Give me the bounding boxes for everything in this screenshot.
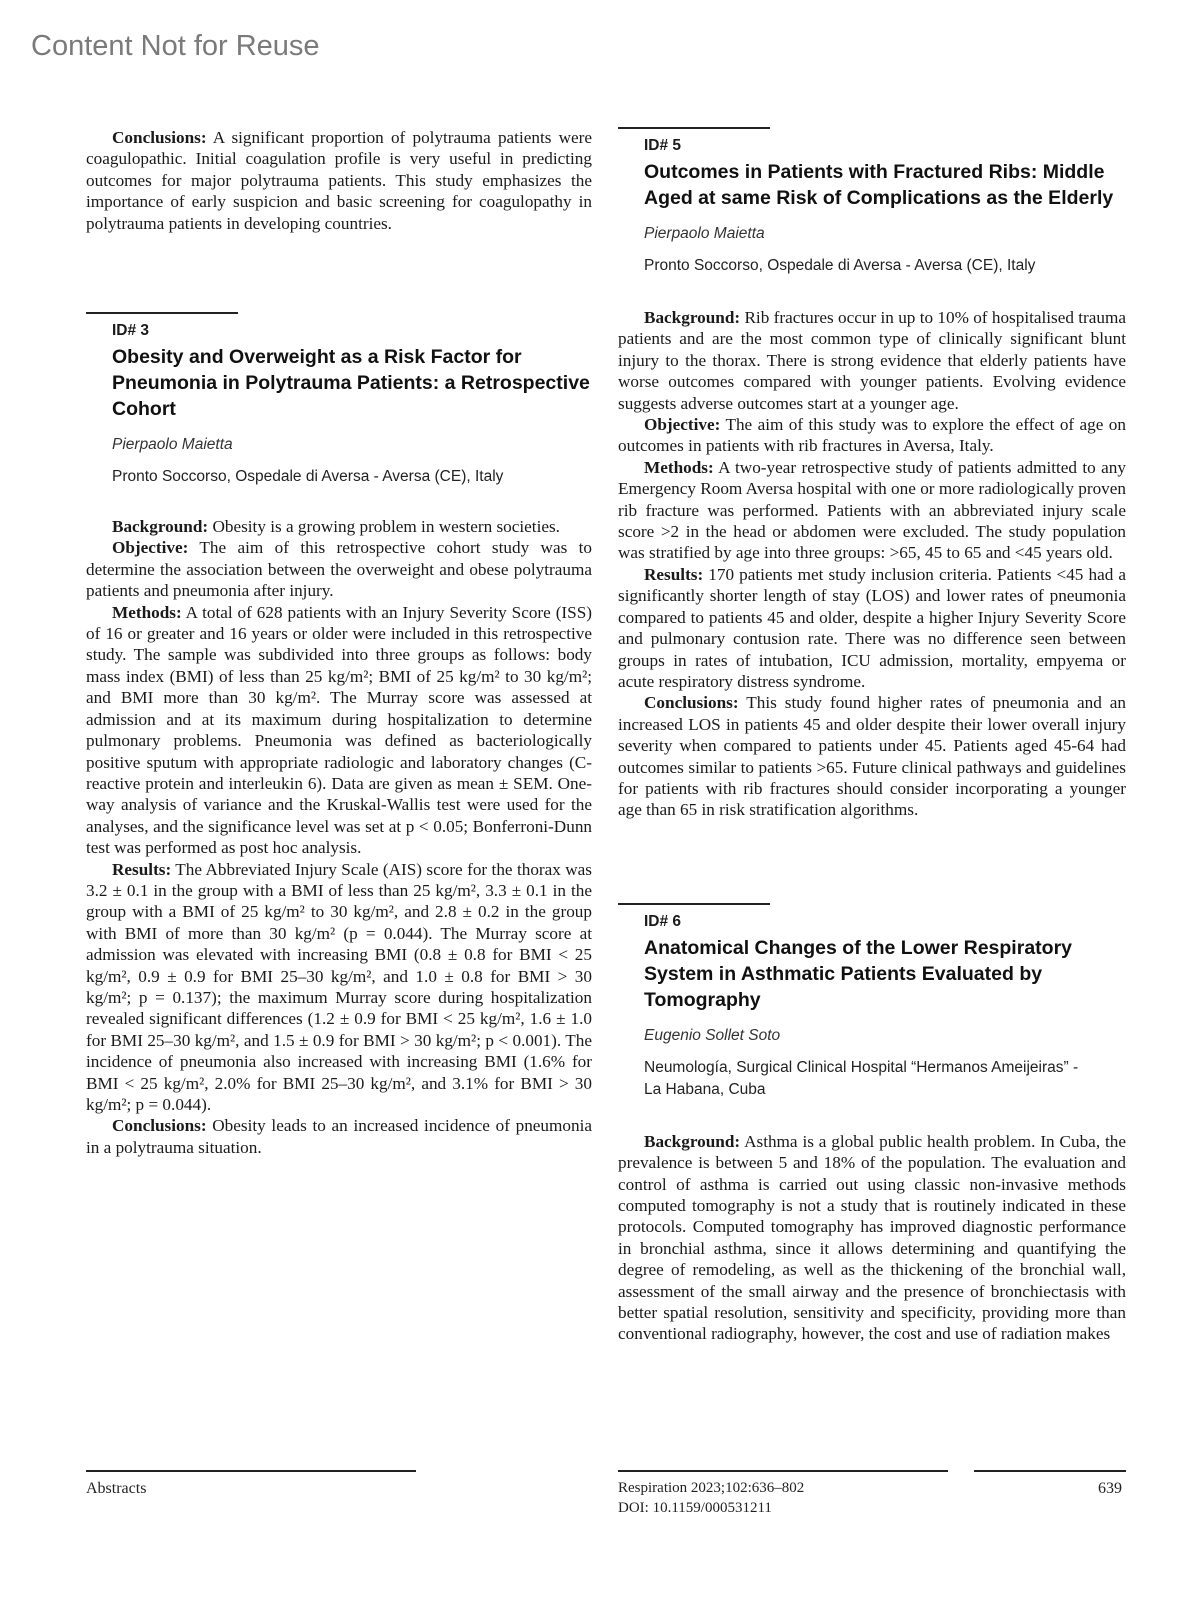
objective-text: The aim of this retrospective cohort study was to determine the association between the overweight and obese polytrauma patients and pneumonia after injury. — [86, 538, 592, 601]
results-text: 170 patients met study inclusion criteria. Patients <45 had a significantly shorter length of stay (LOS) and lower rates of pneumonia compared to patients 45 and older, despite a higher Injury Severity Score and pulmonary contusion rate. There was no difference seen between groups in rates of intubation, ICU admission, mortality, empyema or acute respiratory distress syndrome. — [618, 564, 1126, 691]
conclusions-paragraph — [618, 692, 1126, 820]
watermark: Content Not for Reuse — [31, 30, 320, 62]
methods-paragraph — [86, 602, 592, 859]
objective-label: Objective: — [644, 415, 721, 435]
background-paragraph — [618, 1131, 1126, 1345]
objective-paragraph — [618, 414, 1126, 457]
footer-section: Abstracts — [86, 1480, 147, 1497]
abstract-title: Obesity and Overweight as a Risk Factor for Pneumonia in Polytrauma Patients: a Retrospective Cohort — [112, 346, 590, 421]
methods-paragraph — [618, 457, 1126, 564]
abstract-author: Eugenio Sollet Soto — [644, 1026, 781, 1044]
methods-label: Methods: — [112, 602, 182, 622]
section-rule — [86, 312, 238, 314]
objective-paragraph — [86, 537, 592, 601]
abstract-5 — [618, 127, 1126, 821]
section-rule — [618, 127, 770, 129]
abstract-affiliation — [644, 1057, 1126, 1101]
objective-text: The aim of this study was to explore the effect of age on outcomes in patients with rib fractures in Aversa, Italy. — [618, 415, 1126, 456]
background-label: Background: — [644, 308, 741, 327]
page-number: 639 — [1098, 1480, 1122, 1497]
abstract-6 — [618, 903, 1126, 1345]
abstract-id: ID# 3 — [112, 322, 150, 340]
affiliation-line: La Habana, Cuba — [644, 1080, 766, 1098]
section-rule — [618, 903, 770, 905]
background-text: Obesity is a growing problem in western societies. — [208, 517, 560, 537]
abstract-title: Outcomes in Patients with Fractured Ribs: Middle Aged at same Risk of Complications as the Elderly — [644, 161, 1114, 209]
abstract-author: Pierpaolo Maietta — [644, 225, 765, 242]
footer-journal: Respiration 2023;102:636–802 — [618, 1480, 805, 1496]
left-column — [86, 127, 592, 1158]
abstract-id: ID# 6 — [644, 912, 682, 930]
abstract-author: Pierpaolo Maietta — [112, 436, 233, 454]
footer-doi: DOI: 10.1159/000531211 — [618, 1500, 772, 1516]
background-paragraph — [618, 307, 1126, 414]
right-column — [618, 127, 1126, 1345]
top-conclusion-paragraph — [86, 127, 592, 234]
abstract-title: Anatomical Changes of the Lower Respiratory System in Asthmatic Patients Evaluated by Tomography — [644, 936, 1073, 1011]
background-text: Asthma is a global public health problem. In Cuba, the prevalence is between 5 and 18% of the population. The evaluation and control of asthma is carried out using classic non-invasive methods computed tomography is not a study that is routinely indicated in these protocols. Computed tomography has improved diagnostic performance in bronchial asthma, since it allows determining and quantifying the degree of remodeling, as well as the thickening of the bronchial wall, assessment of the small airway and the presence of bronchiectasis with better spatial resolution, sensitivity and specificity, providing more than conventional radiography, however, the cost and use of radiation makes — [618, 1131, 1126, 1344]
conclusions-text: This study found higher rates of pneumonia and an increased LOS in patients 45 and older despite their lower overall injury severity when compared to patients under 45. Patients aged 45-64 had outcomes similar to patients >65. Future clinical pathways and guidelines for patients with rib fractures should consider incorporating a younger age than 65 in risk stratification algorithms. — [618, 693, 1126, 820]
results-paragraph — [618, 564, 1126, 692]
abstract-affiliation: Pronto Soccorso, Ospedale di Aversa - Aversa (CE), Italy — [112, 468, 504, 486]
footer-rule-right — [974, 1470, 1126, 1472]
results-label: Results: — [644, 564, 704, 584]
top-conclusion-label: Conclusions: — [112, 128, 207, 147]
background-label: Background: — [644, 1131, 741, 1151]
conclusions-text: Obesity leads to an increased incidence of pneumonia in a polytrauma situation. — [86, 1116, 592, 1157]
methods-label: Methods: — [644, 457, 714, 477]
objective-label: Objective: — [112, 538, 189, 558]
background-paragraph — [86, 516, 592, 537]
results-text: The Abbreviated Injury Scale (AIS) score for the thorax was 3.2 ± 0.1 in the group with a BMI of less than 25 kg/m², 3.3 ± 0.1 in the group with a BMI of 25 kg/m² to 30 kg/m², and 2.8 ± 0.2 in the group with BMI of more than 30 kg/m² (p = 0.044). The Murray score at admission was elevated with increasing BMI (0.8 ± 0.8 for BMI < 25 kg/m², 0.9 ± 0.9 for BMI 25–30 kg/m², and 1.0 ± 0.8 for BMI > 30 kg/m²; p = 0.137); the maximum Murray score during hospitalization revealed significant differences (1.2 ± 0.9 for BMI < 25 kg/m², 1.6 ± 1.0 for BMI 25–30 kg/m², and 1.5 ± 0.9 for BMI > 30 kg/m²; p < 0.001). The incidence of pneumonia also increased with increasing BMI (1.6% for BMI < 25 kg/m², 2.0% for BMI 25–30 kg/m², and 3.1% for BMI > 30 kg/m²; p = 0.044). — [86, 859, 592, 1114]
results-paragraph — [86, 859, 592, 1116]
top-conclusion-text: A significant proportion of polytrauma patients were coagulopathic. Initial coagulation profile is very useful in predicting outcomes for major polytrauma patients. This study emphasizes the importance of early suspicion and basic screening for coagulopathy in polytrauma patients in developing countries. — [86, 128, 592, 233]
footer-rule-left — [86, 1470, 416, 1472]
background-text: Rib fractures occur in up to 10% of hospitalised trauma patients and are the most common type of clinically significant blunt injury to the thorax. There is strong evidence that elderly patients have worse outcomes compared with younger patients. Evolving evidence suggests adverse outcomes start at a younger age. — [618, 308, 1126, 413]
results-label: Results: — [112, 859, 172, 879]
abstract-3 — [86, 312, 592, 1158]
abstract-affiliation: Pronto Soccorso, Ospedale di Aversa - Aversa (CE), Italy — [644, 257, 1036, 274]
affiliation-line: Neumología, Surgical Clinical Hospital “Hermanos Ameijeiras” - — [644, 1058, 1079, 1076]
footer-rule-middle — [618, 1470, 948, 1472]
methods-text: A two-year retrospective study of patients admitted to any Emergency Room Aversa hospital with one or more radiologically proven rib fracture was performed. Patients with an abbreviated injury scale score >2 in the head or abdomen were excluded. The study population was stratified by age into three groups: >65, 45 to 65 and <45 years old. — [618, 457, 1126, 563]
conclusions-label: Conclusions: — [644, 693, 739, 713]
background-label: Background: — [112, 517, 209, 537]
abstract-id: ID# 5 — [644, 137, 682, 154]
conclusions-paragraph — [86, 1115, 592, 1158]
methods-text: A total of 628 patients with an Injury Severity Score (ISS) of 16 or greater and 16 years or older were included in this retrospective study. The sample was subdivided into three groups as follows: body mass index (BMI) of less than 25 kg/m²; BMI of 25 kg/m² to 30 kg/m²; and BMI more than 30 kg/m². The Murray score was assessed at admission and at its maximum during hospitalization to determine pulmonary problems. Pneumonia was defined as bacteriologically positive sputum with appropriate radiologic and laboratory changes (C- reactive protein and interleukin 6). Data are given as mean ± SEM. One-way analysis of variance and the Kruskal-Wallis test were used for the analyses, and the significance level was set at p < 0.05; Bonferroni-Dunn test was performed as post hoc analysis. — [86, 602, 592, 858]
conclusions-label: Conclusions: — [112, 1116, 207, 1136]
